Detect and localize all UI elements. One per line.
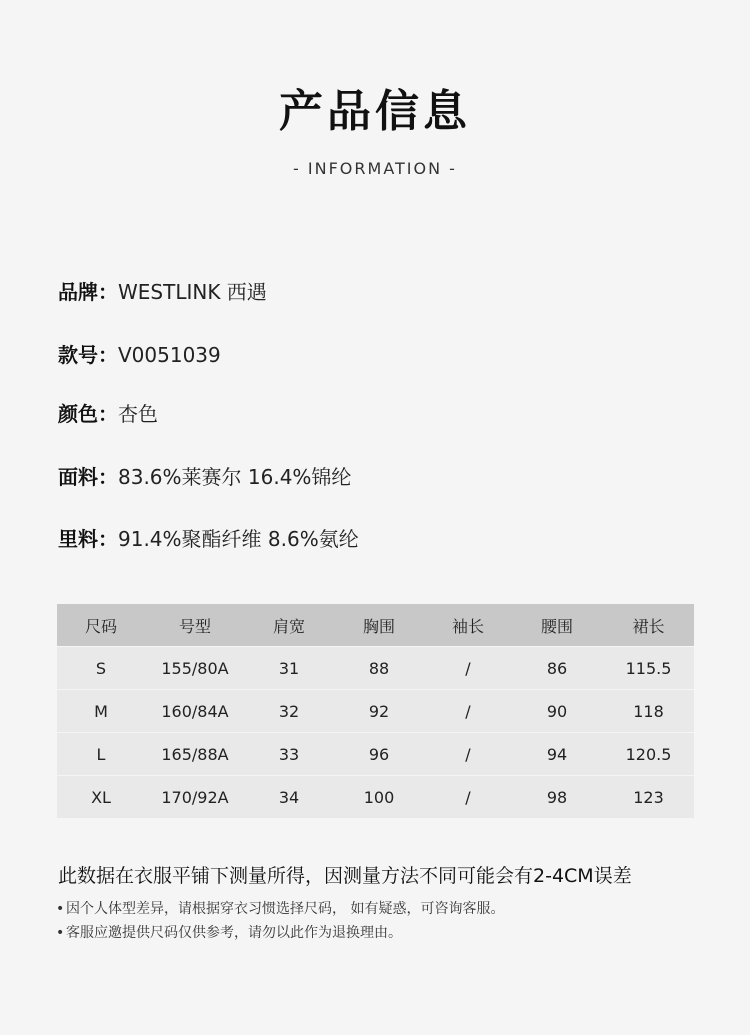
table-cell: / <box>425 690 511 733</box>
measurement-note: 此数据在衣服平铺下测量所得，因测量方法不同可能会有2-4CM误差 <box>58 865 632 887</box>
table-cell: / <box>425 647 511 690</box>
info-fabric <box>58 462 351 492</box>
table-cell: 170/92A <box>145 776 245 819</box>
size-table <box>57 604 694 818</box>
table-cell: 155/80A <box>145 647 245 690</box>
table-cell: 96 <box>333 733 425 776</box>
table-cell: 120.5 <box>603 733 694 776</box>
table-cell: 98 <box>511 776 603 819</box>
bullet-icon: • <box>56 925 65 941</box>
table-cell: L <box>57 733 145 776</box>
table-cell: 33 <box>245 733 333 776</box>
info-value: 83.6%莱赛尔 16.4%锦纶 <box>118 465 352 489</box>
table-cell: 32 <box>245 690 333 733</box>
table-cell: 115.5 <box>603 647 694 690</box>
info-label: 款号： <box>58 343 118 367</box>
info-label: 品牌： <box>58 280 118 304</box>
table-cell: XL <box>57 776 145 819</box>
column-header: 袖长 <box>425 604 511 647</box>
page-title: 产品信息 <box>279 86 471 137</box>
table-cell: 118 <box>603 690 694 733</box>
table-cell: 34 <box>245 776 333 819</box>
info-value: 杏色 <box>118 402 158 426</box>
info-label: 里料： <box>58 527 118 551</box>
info-label: 颜色： <box>58 402 118 426</box>
table-row <box>57 733 694 776</box>
table-cell: S <box>57 647 145 690</box>
table-cell: 165/88A <box>145 733 245 776</box>
table-cell: 92 <box>333 690 425 733</box>
note-item <box>56 923 402 943</box>
column-header: 腰围 <box>511 604 603 647</box>
info-value: V0051039 <box>118 343 221 367</box>
note-item <box>56 899 504 919</box>
table-header-row <box>57 604 694 647</box>
table-cell: / <box>425 776 511 819</box>
info-value: 91.4%聚酯纤维 8.6%氨纶 <box>118 527 359 551</box>
page-subtitle: - INFORMATION - <box>293 159 457 178</box>
info-lining <box>58 524 359 554</box>
table-row <box>57 647 694 690</box>
column-header: 肩宽 <box>245 604 333 647</box>
info-style-number <box>58 340 221 370</box>
table-cell: 160/84A <box>145 690 245 733</box>
table-cell: / <box>425 733 511 776</box>
table-cell: 100 <box>333 776 425 819</box>
table-row <box>57 776 694 819</box>
column-header: 尺码 <box>57 604 145 647</box>
column-header: 裙长 <box>603 604 694 647</box>
table-cell: M <box>57 690 145 733</box>
info-color <box>58 399 158 429</box>
table-cell: 90 <box>511 690 603 733</box>
table-cell: 31 <box>245 647 333 690</box>
table-cell: 123 <box>603 776 694 819</box>
info-label: 面料： <box>58 465 118 489</box>
bullet-icon: • <box>56 901 65 917</box>
column-header: 号型 <box>145 604 245 647</box>
table-cell: 88 <box>333 647 425 690</box>
table-cell: 86 <box>511 647 603 690</box>
table-row <box>57 690 694 733</box>
note-text: 客服应邀提供尺码仅供参考，请勿以此作为退换理由。 <box>66 925 402 941</box>
table-cell: 94 <box>511 733 603 776</box>
column-header: 胸围 <box>333 604 425 647</box>
note-text: 因个人体型差异，请根据穿衣习惯选择尺码， 如有疑惑，可咨询客服。 <box>66 901 505 917</box>
info-brand <box>58 277 267 307</box>
info-value: WESTLINK 西遇 <box>118 280 267 304</box>
